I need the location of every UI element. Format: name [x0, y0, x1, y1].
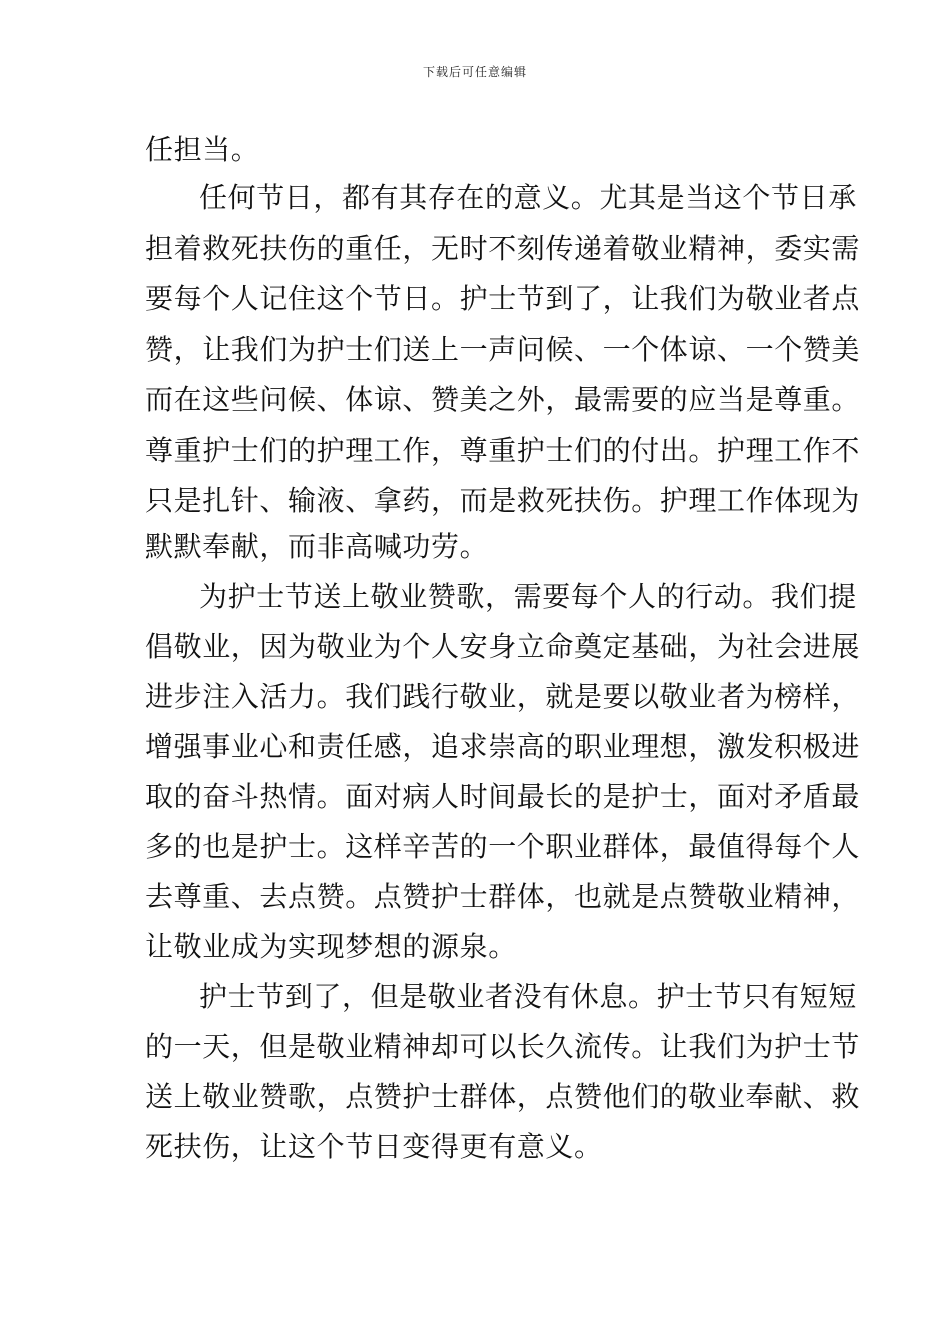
text-line: 取的奋斗热情。面对病人时间最长的是护士，面对矛盾最	[145, 780, 861, 813]
text-line: 多的也是护士。这样辛苦的一个职业群体，最值得每个人	[145, 830, 861, 863]
text-line: 只是扎针、输液、拿药，而是救死扶伤。护理工作体现为	[145, 484, 861, 517]
text-line: 进步注入活力。我们践行敬业，就是要以敬业者为榜样，	[145, 680, 861, 713]
text-line: 倡敬业，因为敬业为个人安身立命奠定基础，为社会进展	[145, 630, 861, 663]
text-line: 让敬业成为实现梦想的源泉。	[145, 930, 517, 963]
paragraph-first-line: 护士节到了，但是敬业者没有休息。护士节只有短短	[199, 980, 857, 1013]
text-line: 任担当。	[145, 133, 260, 166]
text-line: 默默奉献，而非高喊功劳。	[145, 530, 489, 563]
text-line: 赞，让我们为护士们送上一声问候、一个体谅、一个赞美	[145, 333, 861, 366]
text-line: 而在这些问候、体谅、赞美之外，最需要的应当是尊重。	[145, 383, 861, 416]
text-line: 的一天，但是敬业精神却可以长久流传。让我们为护士节	[145, 1030, 861, 1063]
text-line: 担着救死扶伤的重任，无时不刻传递着敬业精神，委实需	[145, 232, 861, 265]
text-line: 要每个人记住这个节日。护士节到了，让我们为敬业者点	[145, 282, 861, 315]
paragraph-first-line: 任何节日，都有其存在的意义。尤其是当这个节日承	[199, 181, 857, 214]
paragraph-first-line: 为护士节送上敬业赞歌，需要每个人的行动。我们提	[199, 580, 857, 613]
text-line: 去尊重、去点赞。点赞护士群体，也就是点赞敬业精神，	[145, 880, 861, 913]
text-line: 尊重护士们的护理工作，尊重护士们的付出。护理工作不	[145, 434, 861, 467]
text-line: 送上敬业赞歌，点赞护士群体，点赞他们的敬业奉献、救	[145, 1080, 861, 1113]
text-line: 增强事业心和责任感，追求崇高的职业理想，激发积极进	[145, 730, 861, 763]
page-header: 下载后可任意编辑	[422, 65, 527, 79]
text-line: 死扶伤，让这个节日变得更有意义。	[145, 1130, 603, 1163]
